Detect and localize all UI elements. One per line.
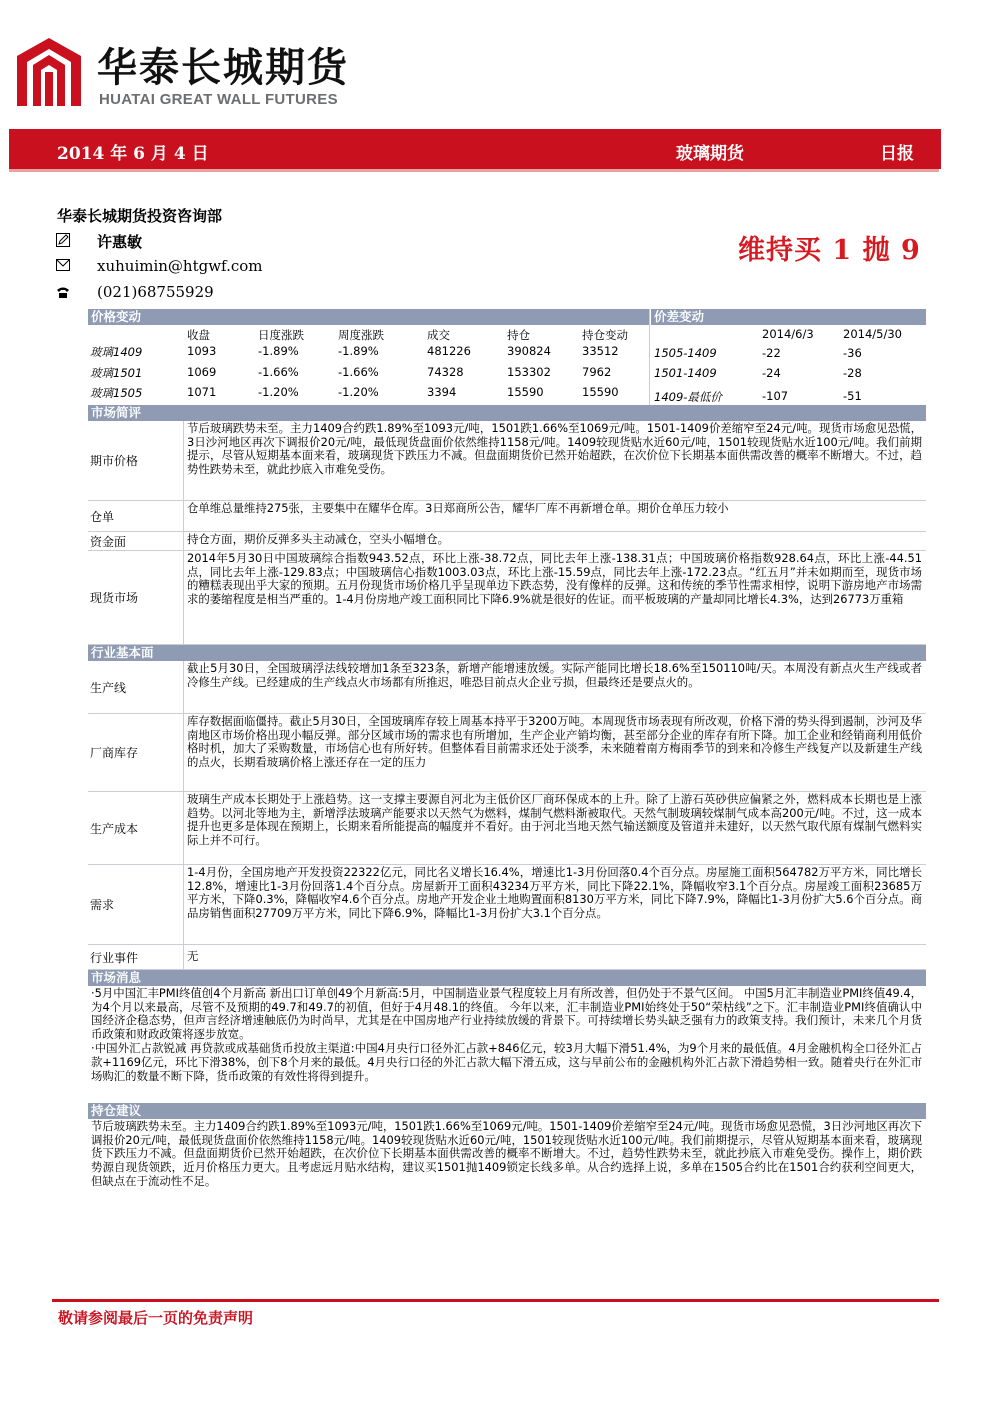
row-text: 仓单维总量维持275张，主要集中在耀华仓库。3日郑商所公告，耀华厂库不再新增仓单。期价仓单压力较小 bbox=[187, 501, 729, 515]
price-row-daily: -1.66% bbox=[258, 365, 299, 379]
row-label: 仓单 bbox=[88, 501, 184, 531]
price-header-close: 收盘 bbox=[187, 328, 210, 342]
review-row-spot-market bbox=[88, 551, 926, 645]
row-label: 期市价格 bbox=[88, 421, 184, 500]
position-advice-text: 节后玻璃跌势未至。主力1409合约跌1.89%至1093元/吨，1501跌1.66%至1069元/吨。1501-1409价差缩窄至24元/吨。现货市场愈见恐慌，3日沙河地区再次下调报价20元/吨，最低现货盘面价依然维持1158元/吨。1409较现货贴水近60元/吨，1501较现货贴水近100元/吨。我们前期提示，尽管从短期基本面来看，玻璃现货下跌压力不减。但盘面期货价已然开始超跌，在次价位下长期基本面供需改善的概率不断增大。不过，趋势性跌势未至，就此抄底入市难免受伤。操作上，期价跌势源自现货领跌，近月价格压力更大。且考虑远月贴水结构，建议买1501抛1409锁定长线多单。从合约选择上说，多单在1505合约比在1501合约获利空间更大，但缺点在于流动性不足。 bbox=[91, 1119, 922, 1188]
spread-row-name: 1409-最低价 bbox=[654, 390, 722, 404]
analyst-email[interactable]: xuhuimin@htgwf.com bbox=[97, 257, 263, 275]
row-text: 截止5月30日，全国玻璃浮法线较增加1条至323条，新增产能增速放缓。实际产能同比增长18.6%至150110吨/天。本周没有新点火生产线或者冷修生产线。已经建成的生产线点火市场都有所推迟，唯恐目前点火企业亏损，但最终还是要点火的。 bbox=[187, 661, 922, 689]
position-advice-title: 持仓建议 bbox=[88, 1103, 926, 1119]
spread-row-value2: -28 bbox=[843, 366, 862, 380]
price-row-weekly: -1.66% bbox=[338, 365, 379, 379]
price-row-close: 1093 bbox=[187, 344, 217, 358]
row-text: 2014年5月30日中国玻璃综合指数943.52点，环比上涨-38.72点，同比去年上涨-138.31点；中国玻璃价格指数928.64点，环比上涨-44.51点，同比去年上涨-129.83点；中国玻璃信心指数1003.03点，环比上涨-15.59点，同比去年上涨-172.23点。“红五月”并未如期而至，现货市场的糟糕表现出乎大家的预期。五月份现货市场价格几乎呈现单边下跌态势，没有像样的反弹。这和传统的季节性需求相悖，说明下游房地产市场需求的萎缩程度是相当严重的。1-4月份房地产竣工面积同比下降6.9%就是很好的佐证。而平板玻璃的产量却同比增长4.3%，达到26773万重箱 bbox=[187, 551, 922, 606]
spread-header-date1: 2014/6/3 bbox=[762, 327, 814, 341]
row-text: 1-4月份，全国房地产开发投资22322亿元，同比名义增长16.4%，增速比1-3月份回落0.4个百分点。房屋施工面积564782万平方米，同比增长12.8%，增速比1-3月份回落1.4个百分点。房屋新开工面积43234万平方米，同比下降22.1%，降幅收窄3.1个百分点。房屋竣工面积23685万平方米，下降0.3%，降幅收窄4.6个百分点。房地产开发企业土地购置面积8130万平方米，同比下降7.9%，降幅比1-3月份扩大5.6个百分点。商品房销售面积27709万平方米，同比下降6.9%，降幅比1-3月份扩大3.1个百分点。 bbox=[187, 865, 922, 920]
review-row-capital bbox=[88, 532, 926, 551]
edit-icon bbox=[56, 233, 70, 247]
price-row-oi: 390824 bbox=[507, 344, 551, 358]
price-header-daily: 日度涨跌 bbox=[258, 328, 304, 342]
report-table bbox=[88, 309, 926, 1188]
market-news-title: 市场消息 bbox=[88, 970, 926, 986]
spread-row-name: 1505-1409 bbox=[654, 346, 717, 360]
disclaimer-link[interactable]: 敬请参阅最后一页的免责声明 bbox=[58, 1309, 254, 1327]
header-banner-shadow bbox=[9, 169, 939, 172]
price-row-oi-change: 15590 bbox=[582, 385, 619, 399]
price-row-volume: 481226 bbox=[427, 344, 471, 358]
analyst-name: 许惠敏 bbox=[97, 233, 143, 251]
row-text: 持仓方面，期价反弹多头主动减仓，空头小幅增仓。 bbox=[187, 532, 449, 546]
spread-row-value2: -51 bbox=[843, 389, 862, 403]
fund-row-events bbox=[88, 945, 926, 970]
report-product: 玻璃期货 bbox=[676, 144, 744, 164]
department-name: 华泰长城期货投资咨询部 bbox=[57, 207, 223, 225]
fundamentals-title: 行业基本面 bbox=[88, 645, 926, 661]
fund-row-inventory bbox=[88, 714, 926, 792]
market-review-title: 市场简评 bbox=[88, 405, 926, 421]
spread-row-value1: -24 bbox=[762, 366, 781, 380]
price-row-oi: 15590 bbox=[507, 385, 544, 399]
price-row-name: 玻璃1409 bbox=[90, 345, 143, 359]
price-header-oi-change: 持仓变动 bbox=[582, 328, 628, 342]
price-section-title: 价格变动 bbox=[88, 309, 650, 325]
price-row-oi-change: 33512 bbox=[582, 344, 619, 358]
fund-row-cost bbox=[88, 792, 926, 865]
price-row-daily: -1.20% bbox=[258, 385, 299, 399]
price-spread-block bbox=[88, 309, 926, 405]
spread-row-value2: -36 bbox=[843, 346, 862, 360]
spread-row-value1: -22 bbox=[762, 346, 781, 360]
row-label: 需求 bbox=[88, 865, 184, 944]
price-row-close: 1071 bbox=[187, 385, 217, 399]
report-date: 2014 年 6 月 4 日 bbox=[57, 144, 209, 164]
price-row-name: 玻璃1505 bbox=[90, 386, 143, 400]
price-row-oi-change: 7962 bbox=[582, 365, 612, 379]
spread-header-date2: 2014/5/30 bbox=[843, 327, 902, 341]
row-text: 库存数据面临僵持。截止5月30日，全国玻璃库存较上周基本持平于3200万吨。本周现货市场表现有所改观，价格下滑的势头得到遏制，沙河及华南地区市场价格出现小幅反弹。部分区域市场的需求也有所增加，生产企业产销均衡，甚至部分企业的库存有所下降。加工企业和经销商利用低价格时机，加大了采购数量，市场信心也有所好转。但整体看目前需求还处于淡季，未来随着南方梅雨季节的到来和冷修生产线复产以及新建生产线的点火，长期看玻璃价格上涨还存在一定的压力 bbox=[187, 714, 922, 769]
company-name-cn: 华泰长城期货 bbox=[97, 45, 349, 91]
row-label: 资金面 bbox=[88, 532, 184, 550]
news-paragraph: ·5月中国汇丰PMI终值创4个月新高 新出口订单创49个月新高:5月，中国制造业景气程度较上月有所改善，但仍处于不景气区间。 中国5月汇丰制造业PMI终值49.4，为4个月以来最高，尽管不及预期的49.7和49.7的初值，但好于4月48.1的终值。 今年以来，汇丰制造业PMI始终处于50“荣枯线”之下。汇丰制造业PMI终值确认中国经济企稳态势，但声言经济增速触底仍为时尚早，尤其是在中国房地产行业持续放缓的背景下。可持续增长势头缺乏强有力的政策支持。我们预计，未来几个月货币政策和财政政策将逐步放宽。 bbox=[91, 986, 922, 1041]
spread-section-title: 价差变动 bbox=[651, 309, 926, 325]
price-row-name: 玻璃1501 bbox=[90, 366, 143, 380]
email-icon bbox=[56, 259, 70, 273]
phone-icon bbox=[56, 285, 70, 299]
row-text: 节后玻璃跌势未至。主力1409合约跌1.89%至1093元/吨，1501跌1.66%至1069元/吨。1501-1409价差缩窄至24元/吨。现货市场愈见恐慌，3日沙河地区再次下调报价20元/吨，最低现货盘面价依然维持1158元/吨。1409较现货贴水近60元/吨，1501较现货贴水近100元/吨。我们前期提示，尽管从短期基本面来看，玻璃现货下跌压力不减。但盘面期货价已然开始超跌，在次价位下长期基本面供需改善的概率不断增大。不过，趋势性跌势未至，就此抄底入市难免受伤。 bbox=[187, 421, 922, 476]
spread-row-name: 1501-1409 bbox=[654, 366, 717, 380]
price-row-volume: 3394 bbox=[427, 385, 457, 399]
row-label: 生产线 bbox=[88, 661, 184, 713]
price-row-weekly: -1.89% bbox=[338, 344, 379, 358]
price-row-weekly: -1.20% bbox=[338, 385, 379, 399]
trade-slogan: 维持买 1 抛 9 bbox=[738, 235, 921, 266]
row-label: 行业事件 bbox=[88, 945, 184, 969]
price-row-daily: -1.89% bbox=[258, 344, 299, 358]
row-label: 厂商库存 bbox=[88, 714, 184, 791]
spread-row-value1: -107 bbox=[762, 389, 789, 403]
row-text: 玻璃生产成本长期处于上涨趋势。这一支撑主要源自河北为主低价区厂商环保成本的上升。除了上游石英砂供应偏紧之外，燃料成本长期也是上涨趋势。以河北等地为主，新增浮法玻璃产能要求以天然气为燃料，煤制气燃料渐被取代。天然气制玻璃较煤制气成本高200元/吨。不过，这一成本提升也更多是体现在预期上，长期来看所能提高的幅度并不看好。由于河北当地天然气输送额度及管道并未建好，以天然气取代原有煤制气燃料实际上并不可行。 bbox=[187, 792, 922, 847]
price-row-volume: 74328 bbox=[427, 365, 464, 379]
row-label: 生产成本 bbox=[88, 792, 184, 864]
price-row-close: 1069 bbox=[187, 365, 217, 379]
price-header-weekly: 周度涨跌 bbox=[338, 328, 384, 342]
footer-divider bbox=[52, 1299, 939, 1302]
price-row-oi: 153302 bbox=[507, 365, 551, 379]
row-label: 现货市场 bbox=[88, 551, 184, 644]
company-logo-mark bbox=[17, 38, 81, 106]
fund-row-production-lines bbox=[88, 661, 926, 714]
price-header-oi: 持仓 bbox=[507, 328, 530, 342]
analyst-phone: (021)68755929 bbox=[97, 283, 214, 301]
row-text: 无 bbox=[187, 949, 199, 964]
review-row-futures-price bbox=[88, 421, 926, 501]
report-type: 日报 bbox=[880, 144, 914, 164]
price-header-volume: 成交 bbox=[427, 328, 450, 342]
company-name-en: HUATAI GREAT WALL FUTURES bbox=[99, 91, 338, 108]
fund-row-demand bbox=[88, 865, 926, 945]
news-paragraph: ·中国外汇占款锐减 再贷款或成基础货币投放主渠道:中国4月央行口径外汇占款+846亿元，较3月大幅下滑51.4%，为9个月来的最低值。4月金融机构全口径外汇占款+1169亿元，环比下滑38%，创下8个月来的最低。4月央行口径的外汇占款大幅下滑五成，这与早前公布的金融机构外汇占款下滑趋势相一致。随着央行在外汇市场购汇的数量不断下降，货币政策的有效性将得到提升。 bbox=[91, 1041, 922, 1083]
review-row-warehouse bbox=[88, 501, 926, 532]
